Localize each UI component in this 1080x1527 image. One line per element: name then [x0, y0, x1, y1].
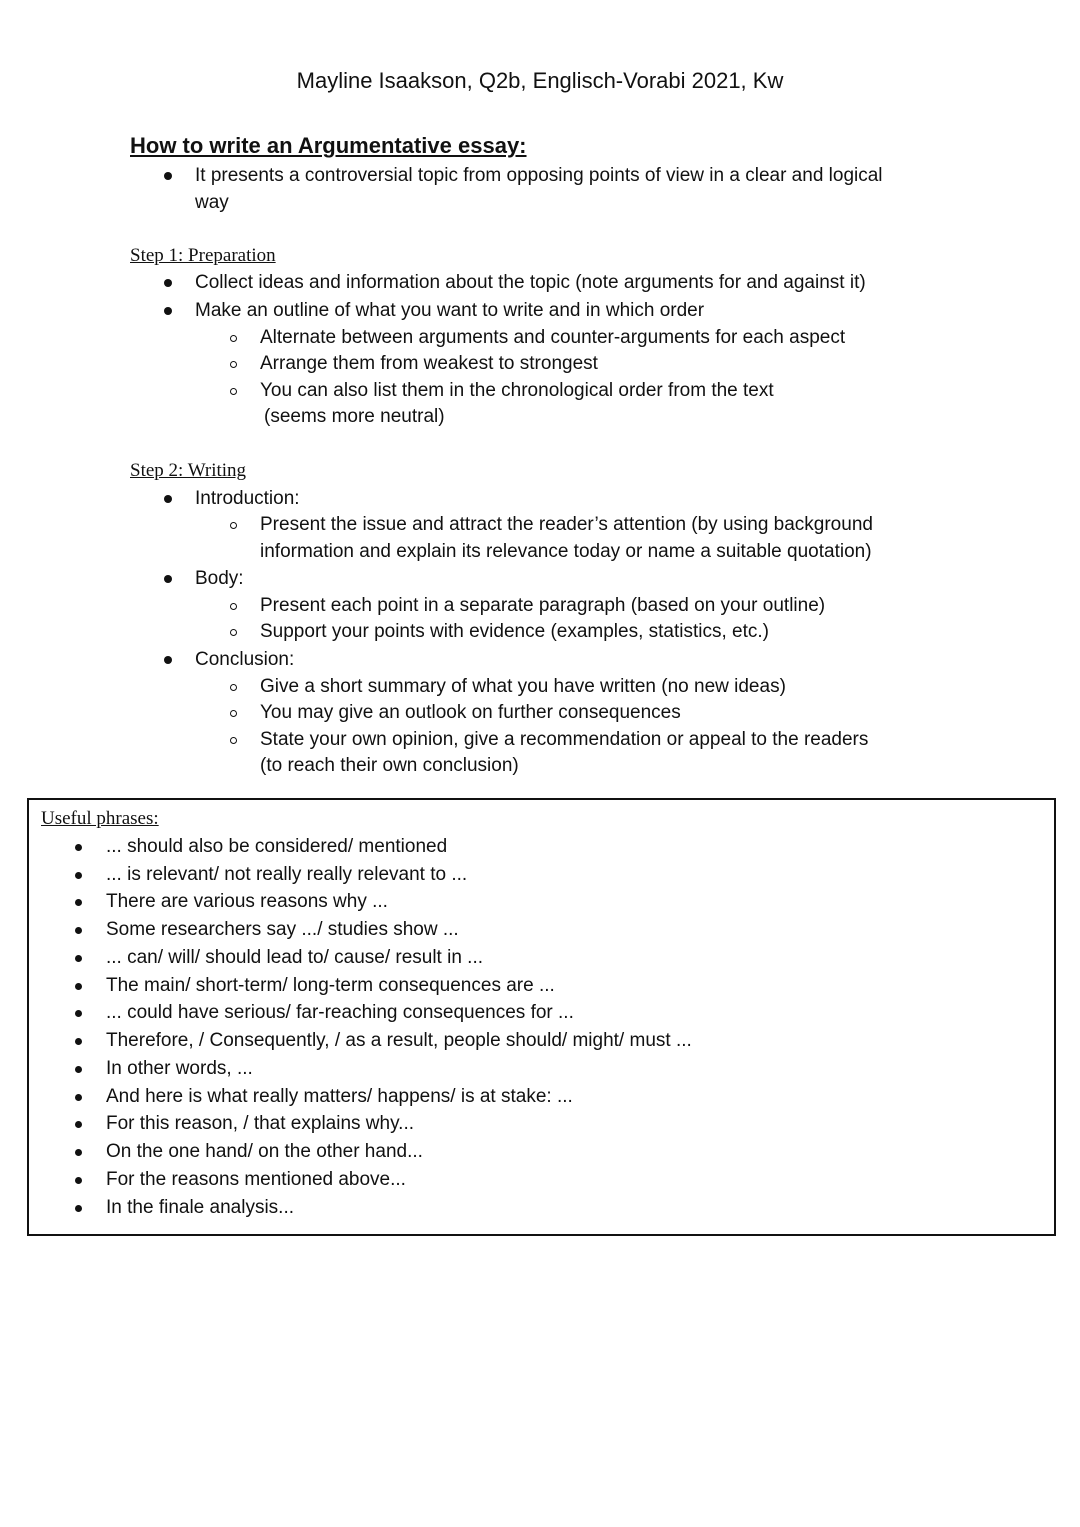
- bullet-icon: [75, 1177, 82, 1184]
- phrase-item: On the one hand/ on the other hand...: [106, 1141, 423, 1162]
- bullet-icon: [164, 307, 172, 315]
- circle-bullet-icon: [230, 522, 237, 529]
- step1-bullet-1: Collect ideas and information about the topic (note arguments for and against it): [195, 272, 866, 293]
- bullet-icon: [75, 1121, 82, 1128]
- bullet-icon: [164, 495, 172, 503]
- circle-bullet-icon: [230, 629, 237, 636]
- step1-sub-item-2: Arrange them from weakest to strongest: [260, 353, 598, 374]
- bullet-icon: [75, 899, 82, 906]
- phrase-item: Therefore, / Consequently, / as a result, people should/ might/ must ...: [106, 1030, 692, 1051]
- bullet-icon: [164, 172, 172, 180]
- phrase-item: ... is relevant/ not really really relevant to ...: [106, 864, 468, 885]
- phrase-item: For the reasons mentioned above...: [106, 1169, 406, 1190]
- phrase-item: ... should also be considered/ mentioned: [106, 836, 448, 857]
- step1-bullet-2: Make an outline of what you want to write and in which order: [195, 300, 705, 321]
- body-item-1: Present each point in a separate paragraph (based on your outline): [260, 595, 826, 616]
- circle-bullet-icon: [230, 388, 237, 395]
- intro-text-line-2: way: [195, 192, 229, 213]
- bullet-icon: [75, 955, 82, 962]
- phrase-item: ... could have serious/ far-reaching consequences for ...: [106, 1002, 574, 1023]
- introduction-label: Introduction:: [195, 488, 300, 509]
- phrase-item: In the finale analysis...: [106, 1197, 294, 1218]
- phrase-item: For this reason, / that explains why...: [106, 1113, 415, 1134]
- conclusion-item-3: State your own opinion, give a recommendation or appeal to the readers: [260, 729, 869, 750]
- circle-bullet-icon: [230, 361, 237, 368]
- bullet-icon: [164, 575, 172, 583]
- circle-bullet-icon: [230, 335, 237, 342]
- phrase-item: In other words, ...: [106, 1058, 253, 1079]
- phrase-item: There are various reasons why ...: [106, 891, 388, 912]
- bullet-icon: [75, 1010, 82, 1017]
- useful-phrases-heading: Useful phrases:: [41, 808, 159, 829]
- phrase-item: The main/ short-term/ long-term consequences are ...: [106, 975, 555, 996]
- bullet-icon: [75, 1205, 82, 1212]
- main-heading: How to write an Argumentative essay:: [130, 133, 527, 158]
- bullet-icon: [164, 279, 172, 287]
- bullet-icon: [75, 1066, 82, 1073]
- bullet-icon: [75, 844, 82, 851]
- conclusion-item-1: Give a short summary of what you have written (no new ideas): [260, 676, 786, 697]
- phrase-item: Some researchers say .../ studies show ...: [106, 919, 459, 940]
- phrase-item: ... can/ will/ should lead to/ cause/ result in ...: [106, 947, 484, 968]
- circle-bullet-icon: [230, 684, 237, 691]
- step1-sub-item-3-cont: (seems more neutral): [264, 406, 445, 427]
- bullet-icon: [164, 656, 172, 664]
- step2-heading: Step 2: Writing: [130, 460, 247, 481]
- bullet-icon: [75, 927, 82, 934]
- bullet-icon: [75, 872, 82, 879]
- phrase-item: And here is what really matters/ happens/ is at stake: ...: [106, 1086, 573, 1107]
- step1-heading: Step 1: Preparation: [130, 245, 276, 266]
- conclusion-item-3-cont: (to reach their own conclusion): [260, 755, 519, 776]
- circle-bullet-icon: [230, 737, 237, 744]
- circle-bullet-icon: [230, 603, 237, 610]
- step1-sub-item-3: You can also list them in the chronological order from the text: [260, 380, 774, 401]
- circle-bullet-icon: [230, 710, 237, 717]
- conclusion-label: Conclusion:: [195, 649, 295, 670]
- body-item-2: Support your points with evidence (examples, statistics, etc.): [260, 621, 770, 642]
- bullet-icon: [75, 1149, 82, 1156]
- page-title: Mayline Isaakson, Q2b, Englisch-Vorabi 2021, Kw: [296, 68, 784, 93]
- bullet-icon: [75, 1038, 82, 1045]
- body-label: Body:: [195, 568, 244, 589]
- bullet-icon: [75, 983, 82, 990]
- bullet-icon: [75, 1094, 82, 1101]
- conclusion-item-2: You may give an outlook on further consequences: [260, 702, 681, 723]
- introduction-item-1: Present the issue and attract the reader’s attention (by using background: [260, 514, 873, 535]
- introduction-item-1-cont: information and explain its relevance today or name a suitable quotation): [260, 541, 872, 562]
- step1-sub-item-1: Alternate between arguments and counter-arguments for each aspect: [260, 327, 846, 348]
- intro-text-line-1: It presents a controversial topic from opposing points of view in a clear and logical: [195, 165, 883, 186]
